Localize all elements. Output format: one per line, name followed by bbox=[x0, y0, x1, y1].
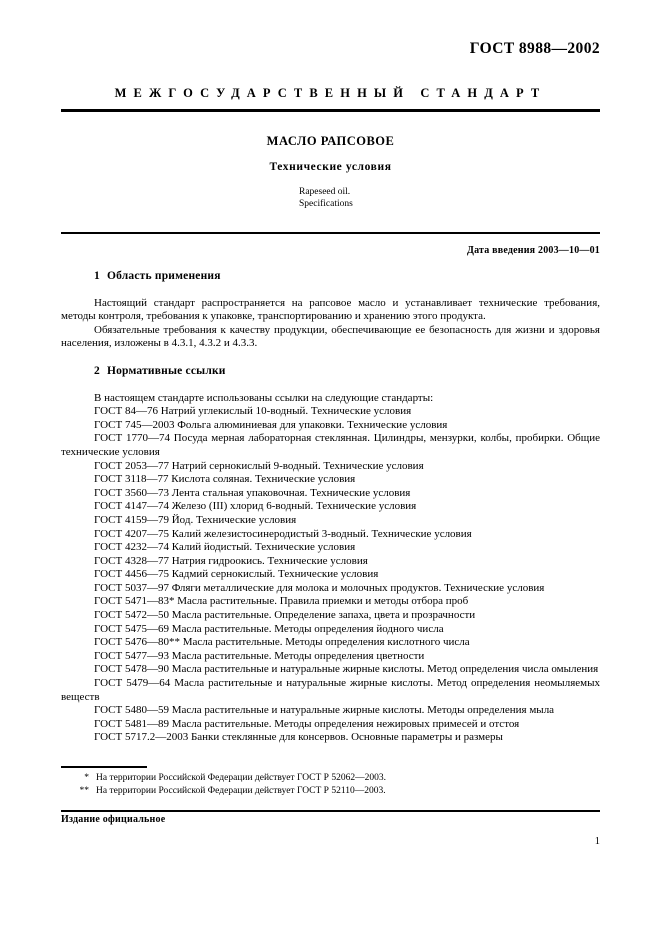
title-divider-rule bbox=[61, 232, 600, 234]
reference-item: ГОСТ 5476—80** Масла растительные. Методы определения кислотного числа bbox=[94, 636, 470, 649]
reference-item: ГОСТ 3560—73 Лента стальная упаковочная. Технические условия bbox=[94, 486, 411, 499]
introduction-date: Дата введения 2003—10—01 bbox=[467, 245, 600, 256]
document-subtitle: Технические условия bbox=[269, 161, 392, 173]
english-subtitle: Specifications bbox=[299, 199, 353, 209]
reference-item: ГОСТ 3118—77 Кислота соляная. Технические условия bbox=[94, 473, 356, 486]
reference-item: ГОСТ 5472—50 Масла растительные. Определение запаха, цвета и прозрачности bbox=[94, 609, 476, 622]
footnote-text: На территории Российской Федерации действует ГОСТ Р 52062—2003. bbox=[96, 773, 386, 783]
footnote-item bbox=[61, 785, 600, 798]
reference-item: ГОСТ 1770—74 Посуда мерная лабораторная стеклянная. Цилиндры, мензурки, колбы, пробирки. Общие технические условия bbox=[61, 432, 600, 458]
reference-item: ГОСТ 4147—74 Железо (III) хлорид 6-водный. Технические условия bbox=[94, 500, 417, 513]
english-title-block bbox=[61, 186, 600, 210]
reference-item: ГОСТ 2053—77 Натрий сернокислый 9-водный. Технические условия bbox=[94, 459, 424, 472]
footnote-separator-rule bbox=[61, 766, 147, 768]
footnote-marker: * bbox=[84, 773, 89, 783]
interstate-standard-heading: МЕЖГОСУДАРСТВЕННЫЙ СТАНДАРТ bbox=[114, 86, 547, 100]
reference-item: ГОСТ 4328—77 Натрия гидроокись. Технические условия bbox=[94, 554, 368, 567]
reference-item: ГОСТ 5471—83* Масла растительные. Правила приемки и методы отбора проб bbox=[94, 595, 469, 608]
reference-item: ГОСТ 5037—97 Фляги металлические для молока и молочных продуктов. Технические условия bbox=[94, 581, 545, 594]
reference-item: ГОСТ 4207—75 Калий железистосинеродистый 3-водный. Технические условия bbox=[94, 527, 472, 540]
reference-item: ГОСТ 5477—93 Масла растительные. Методы определения цветности bbox=[94, 649, 425, 662]
section-heading-1 bbox=[94, 270, 600, 284]
page-number: 1 bbox=[594, 836, 600, 847]
section-1-paragraph: Настоящий стандарт распространяется на рапсовое масло и устанавливает технические требования, методы контроля, требования к упаковке, транспортированию и хранению этого продукта. bbox=[61, 296, 600, 323]
document-body bbox=[61, 270, 600, 745]
section-2-intro: В настоящем стандарте использованы ссылки на следующие стандарты: bbox=[94, 391, 434, 404]
reference-item: ГОСТ 5717.2—2003 Банки стеклянные для консервов. Основные параметры и размеры bbox=[94, 731, 503, 744]
section-title-1: Область применения bbox=[106, 270, 221, 282]
english-title: Rapeseed oil. bbox=[299, 187, 351, 197]
gost-number: ГОСТ 8988—2002 bbox=[469, 40, 600, 57]
section-title-2: Нормативные ссылки bbox=[106, 364, 226, 377]
reference-item: ГОСТ 4232—74 Калий йодистый. Технические условия bbox=[94, 541, 356, 554]
reference-item: ГОСТ 4456—75 Кадмий сернокислый. Технические условия bbox=[94, 568, 379, 581]
footnote-item bbox=[61, 772, 600, 785]
section-number-2: 2 bbox=[94, 364, 100, 377]
footer-divider-rule bbox=[61, 810, 600, 812]
footnotes-block bbox=[61, 772, 600, 798]
reference-item: ГОСТ 5475—69 Масла растительные. Методы определения йодного числа bbox=[94, 622, 444, 635]
section-heading-2 bbox=[94, 365, 600, 379]
official-edition-label: Издание официальное bbox=[61, 814, 166, 825]
footnote-text: На территории Российской Федерации действует ГОСТ Р 52110—2003. bbox=[96, 786, 386, 796]
reference-item: ГОСТ 84—76 Натрий углекислый 10-водный. Технические условия bbox=[94, 405, 412, 418]
section-number-1: 1 bbox=[94, 270, 100, 282]
reference-item: ГОСТ 5479—64 Масла растительные и натуральные жирные кислоты. Метод определения неомыляемых веществ bbox=[61, 677, 600, 703]
section-1-paragraph: Обязательные требования к качеству продукции, обеспечивающие ее безопасность для жизни и здоровья населения, изложены в 4.3.1, 4.3.2 и 4.3.3. bbox=[61, 323, 600, 350]
reference-item: ГОСТ 745—2003 Фольга алюминиевая для упаковки. Технические условия bbox=[94, 418, 448, 431]
reference-item: ГОСТ 5478—90 Масла растительные и натуральные жирные кислоты. Метод определения числа омыления bbox=[94, 663, 599, 676]
document-title: МАСЛО РАПСОВОЕ bbox=[266, 134, 395, 148]
reference-item: ГОСТ 5481—89 Масла растительные. Методы определения нежировых примесей и отстоя bbox=[94, 717, 520, 730]
footnote-marker: ** bbox=[79, 786, 89, 796]
header-divider-rule bbox=[61, 109, 600, 112]
reference-item: ГОСТ 4159—79 Йод. Технические условия bbox=[94, 513, 297, 526]
reference-item: ГОСТ 5480—59 Масла растительные и натуральные жирные кислоты. Методы определения мыла bbox=[94, 704, 555, 717]
